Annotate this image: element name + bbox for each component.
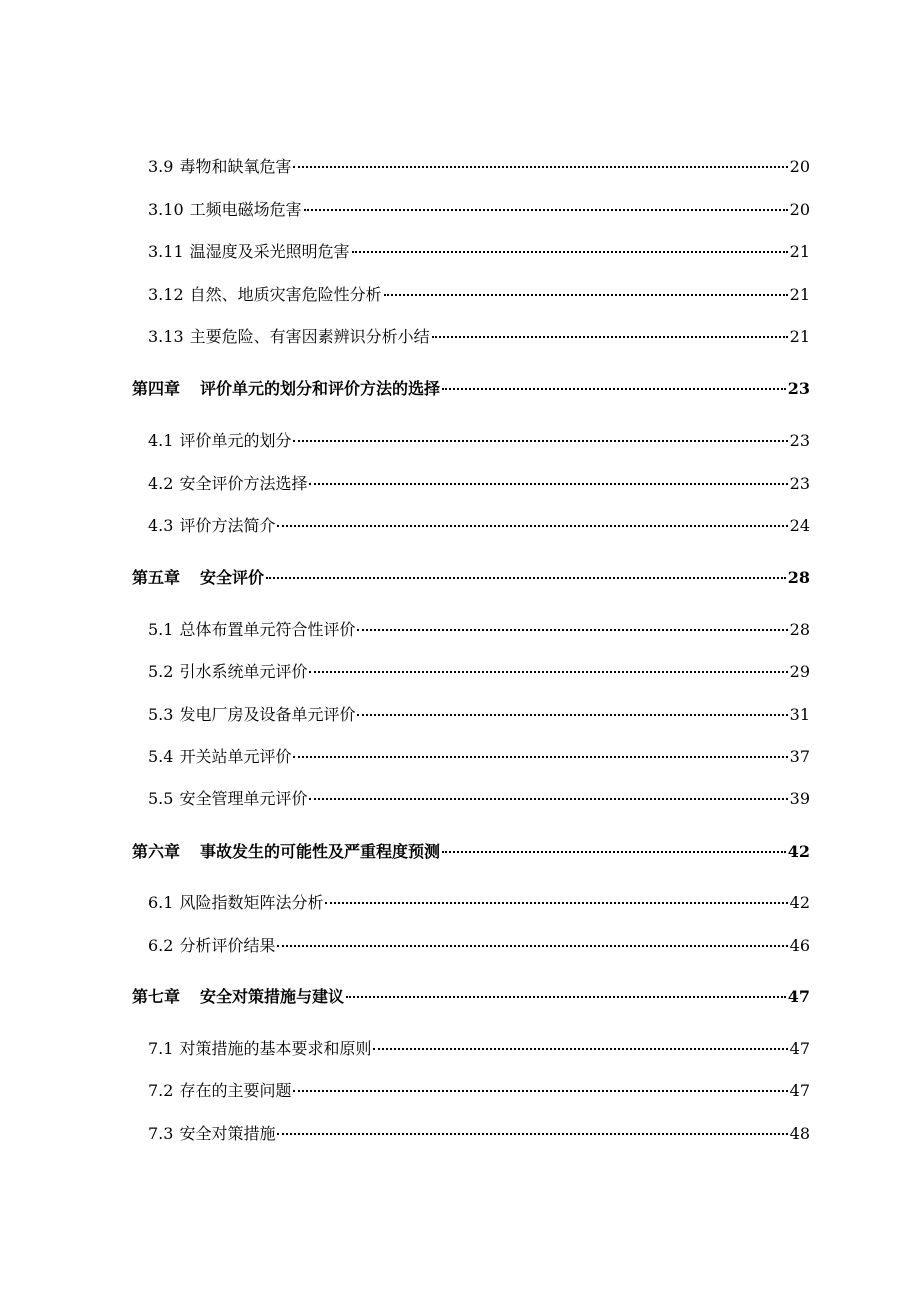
dot-leader	[357, 629, 787, 631]
section-title: 评价单元的划分	[179, 431, 292, 450]
dot-leader	[309, 483, 787, 485]
toc-entry-5-4[interactable]	[148, 747, 810, 767]
section-title: 自然、地质灾害危险性分析	[189, 285, 382, 304]
section-number: 7.3	[148, 1124, 174, 1143]
dot-leader	[325, 902, 787, 904]
toc-entry-4-2[interactable]	[148, 474, 810, 494]
section-number: 5.4	[148, 747, 174, 766]
page-number: 37	[789, 747, 810, 766]
section-number: 7.1	[148, 1039, 174, 1058]
toc-entry-5-3[interactable]	[148, 705, 810, 725]
dot-leader	[293, 440, 787, 442]
section-title: 工频电磁场危害	[189, 200, 302, 219]
section-number: 5.3	[148, 705, 174, 724]
toc-entry-5-5[interactable]	[148, 789, 810, 809]
page-number: 46	[789, 936, 810, 955]
page-number: 23	[789, 431, 810, 450]
toc-entry-7-3[interactable]	[148, 1124, 810, 1144]
section-number: 4.3	[148, 516, 174, 535]
page-number: 23	[789, 474, 810, 493]
page-number: 42	[789, 893, 810, 912]
dot-leader	[384, 294, 788, 296]
page-number: 31	[789, 705, 810, 724]
toc-entry-3-11[interactable]	[148, 242, 810, 262]
page-number: 47	[789, 1081, 810, 1100]
page-number: 23	[787, 379, 810, 398]
page-number: 20	[789, 200, 810, 219]
section-title: 开关站单元评价	[179, 747, 292, 766]
page-number: 39	[789, 789, 810, 808]
section-number: 5.2	[148, 662, 174, 681]
page-number: 48	[789, 1124, 810, 1143]
toc-entry-6-1[interactable]	[148, 893, 810, 913]
section-number: 5.1	[148, 620, 174, 639]
dot-leader	[373, 1048, 787, 1050]
chapter-number: 第六章	[132, 842, 181, 861]
section-title: 安全评价方法选择	[179, 474, 308, 493]
chapter-title: 安全对策措施与建议	[200, 987, 345, 1006]
toc-chapter-7[interactable]	[132, 987, 810, 1007]
section-title: 主要危险、有害因素辨识分析小结	[189, 327, 430, 346]
toc-entry-3-9[interactable]	[148, 157, 810, 177]
toc-entry-4-1[interactable]	[148, 431, 810, 451]
toc-entry-3-10[interactable]	[148, 200, 810, 220]
section-number: 4.2	[148, 474, 174, 493]
dot-leader	[309, 671, 787, 673]
section-number: 6.2	[148, 936, 174, 955]
toc-chapter-4[interactable]	[132, 379, 810, 399]
section-title: 安全管理单元评价	[179, 789, 308, 808]
dot-leader	[357, 714, 787, 716]
page-number: 24	[789, 516, 810, 535]
page-number: 21	[789, 327, 810, 346]
toc-entry-5-1[interactable]	[148, 620, 810, 640]
section-number: 4.1	[148, 431, 174, 450]
section-title: 分析评价结果	[179, 936, 276, 955]
chapter-number: 第七章	[132, 987, 181, 1006]
toc-chapter-5[interactable]	[132, 568, 810, 588]
section-number: 5.5	[148, 789, 174, 808]
page-number: 47	[789, 1039, 810, 1058]
section-title: 存在的主要问题	[179, 1081, 292, 1100]
toc-entry-4-3[interactable]	[148, 516, 810, 536]
section-number: 3.12	[148, 285, 184, 304]
chapter-number: 第四章	[132, 379, 181, 398]
dot-leader	[277, 945, 787, 947]
section-title: 对策措施的基本要求和原则	[179, 1039, 372, 1058]
section-number: 3.13	[148, 327, 184, 346]
dot-leader	[293, 166, 787, 168]
page-number: 28	[789, 620, 810, 639]
toc-entry-3-12[interactable]	[148, 285, 810, 305]
dot-leader	[432, 336, 788, 338]
section-title: 安全对策措施	[179, 1124, 276, 1143]
toc-entry-3-13[interactable]	[148, 327, 810, 347]
section-number: 3.10	[148, 200, 184, 219]
section-number: 3.9	[148, 157, 174, 176]
page-number: 29	[789, 662, 810, 681]
page-number: 21	[789, 285, 810, 304]
section-title: 评价方法简介	[179, 516, 276, 535]
toc-chapter-6[interactable]	[132, 842, 810, 862]
dot-leader	[352, 251, 788, 253]
dot-leader	[309, 798, 787, 800]
section-title: 毒物和缺氧危害	[179, 157, 292, 176]
dot-leader	[442, 388, 786, 390]
page-number: 42	[787, 842, 810, 861]
page-number: 28	[787, 568, 810, 587]
dot-leader	[346, 996, 786, 998]
section-title: 总体布置单元符合性评价	[179, 620, 356, 639]
dot-leader	[277, 1133, 787, 1135]
chapter-number: 第五章	[132, 568, 181, 587]
page-number: 47	[787, 987, 810, 1006]
toc-entry-5-2[interactable]	[148, 662, 810, 682]
section-title: 引水系统单元评价	[179, 662, 308, 681]
page-number: 20	[789, 157, 810, 176]
section-title: 温湿度及采光照明危害	[189, 242, 350, 261]
section-number: 3.11	[148, 242, 184, 261]
section-title: 风险指数矩阵法分析	[179, 893, 324, 912]
dot-leader	[442, 851, 786, 853]
chapter-title: 安全评价	[200, 568, 265, 587]
toc-entry-6-2[interactable]	[148, 936, 810, 956]
dot-leader	[266, 577, 786, 579]
dot-leader	[304, 209, 788, 211]
dot-leader	[293, 1090, 787, 1092]
toc-entry-7-2[interactable]	[148, 1081, 810, 1101]
dot-leader	[293, 756, 787, 758]
dot-leader	[277, 525, 787, 527]
page-number: 21	[789, 242, 810, 261]
section-title: 发电厂房及设备单元评价	[179, 705, 356, 724]
chapter-title: 事故发生的可能性及严重程度预测	[200, 842, 441, 861]
chapter-title: 评价单元的划分和评价方法的选择	[200, 379, 441, 398]
toc-entry-7-1[interactable]	[148, 1039, 810, 1059]
section-number: 7.2	[148, 1081, 174, 1100]
section-number: 6.1	[148, 893, 174, 912]
